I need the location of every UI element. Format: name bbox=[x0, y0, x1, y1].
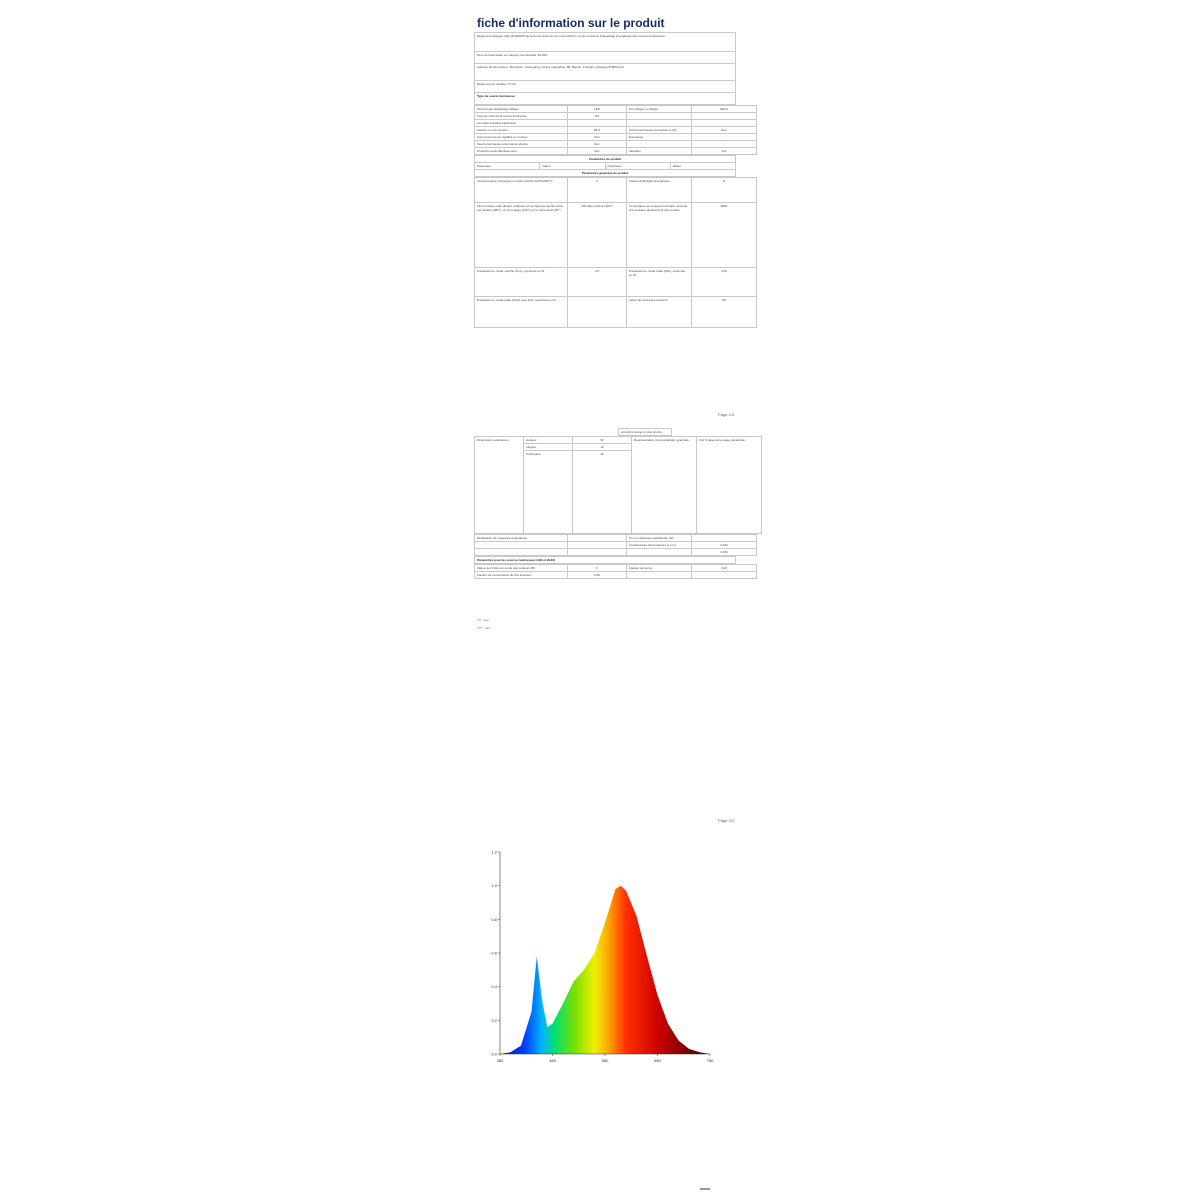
table-cell bbox=[568, 542, 627, 549]
table-row bbox=[475, 120, 757, 127]
table-cell: Type de source lumineuse: bbox=[475, 93, 736, 105]
product-info-sheet bbox=[474, 14, 736, 328]
table-row bbox=[475, 542, 757, 549]
y-tick-label: 0.6 bbox=[491, 950, 497, 956]
continuation-table bbox=[474, 428, 736, 436]
footnote: (**) : non bbox=[478, 626, 490, 630]
spectral-distribution-chart bbox=[480, 840, 720, 1080]
table-row bbox=[475, 64, 736, 81]
x-tick-label: 580 bbox=[601, 1058, 609, 1063]
table-cell: - bbox=[568, 297, 627, 328]
table-cell: Source lumineuse connectée (CLS) bbox=[627, 127, 692, 134]
table-row bbox=[475, 297, 757, 328]
table-cell: Consommation d'énergie en mode marche (kWh/1000 h) bbox=[475, 178, 568, 203]
table-cell: Hauteur bbox=[524, 437, 573, 444]
table-cell: G bbox=[692, 178, 757, 203]
params-header-cell: Valeur bbox=[670, 163, 735, 170]
table-row bbox=[475, 81, 736, 93]
table-cell: 0,330 bbox=[692, 549, 757, 556]
table-cell: Dimensions extérieures bbox=[475, 437, 524, 534]
table-cell bbox=[627, 120, 692, 127]
table-cell: Enveloppe bbox=[627, 134, 692, 141]
table-cell bbox=[692, 141, 757, 148]
general-params-table bbox=[474, 177, 757, 328]
table-cell: Oui bbox=[692, 148, 757, 155]
table-row bbox=[475, 106, 757, 113]
y-tick-label: 1.2 bbox=[491, 849, 497, 855]
table-cell: Valeur de l'indice de rendu des couleurs R9 bbox=[475, 565, 568, 572]
table-cell: 4 bbox=[568, 178, 627, 203]
table-cell: Puissance en mode marche (Pon), exprimée en W bbox=[475, 268, 568, 297]
y-tick-label: 0.8 bbox=[491, 916, 497, 922]
table-cell: (ou autre interface électrique) bbox=[475, 120, 568, 127]
table-cell: 0,90 bbox=[568, 572, 627, 579]
table-cell: arrondi à l'entier le plus proche bbox=[619, 429, 672, 436]
spectrum-area bbox=[500, 886, 710, 1054]
table-cell: Flux lumineux utile (Φuse), indiquant s'il se rapporte au flux dans une sphère (360°), un cône large (120°) ou un cône étroit (90°) bbox=[475, 203, 568, 268]
table-row bbox=[475, 33, 736, 52]
table-cell: LED bbox=[568, 106, 627, 113]
table-row bbox=[474, 429, 736, 436]
footnote: (*) : non bbox=[478, 618, 489, 622]
table-cell: - bbox=[568, 535, 627, 542]
table-cell: Puissance en mode veille (Psb), exprimée en W bbox=[627, 268, 692, 297]
table-cell: 16 bbox=[573, 451, 632, 534]
table-cell: Nom du fournisseur ou marque commerciale: ELTRA bbox=[475, 52, 736, 64]
table-row bbox=[475, 93, 736, 105]
table-cell: Coordonnées chromatiques (x et y) bbox=[627, 542, 692, 549]
led-heading: Paramètres pour les sources lumineuses LED et OLED bbox=[475, 557, 736, 564]
table-cell bbox=[475, 542, 568, 549]
table-row bbox=[475, 156, 736, 163]
intro-table bbox=[474, 32, 736, 105]
table-cell bbox=[627, 113, 692, 120]
params-header-cell: Valeur bbox=[540, 163, 605, 170]
table-cell: Technologie d'éclairage utilisée bbox=[475, 106, 568, 113]
table-cell: Facteur de survie bbox=[627, 565, 692, 572]
table-cell: 400 dans sphère (360°) bbox=[568, 203, 627, 268]
table-cell: 60 bbox=[573, 437, 632, 444]
led-values-table bbox=[474, 564, 757, 579]
table-row bbox=[475, 163, 736, 170]
y-tick-label: 0.4 bbox=[491, 984, 497, 990]
table-cell: Voir l'image de la page précédente bbox=[697, 437, 762, 534]
table-cell: Indice de rendu des couleurs bbox=[627, 297, 692, 328]
x-tick-label: 480 bbox=[549, 1058, 556, 1063]
general-heading: Paramètres généraux du produit bbox=[475, 170, 736, 177]
table-row bbox=[475, 549, 757, 556]
table-row bbox=[475, 535, 757, 542]
table-row bbox=[475, 113, 757, 120]
table-cell: 0,320 bbox=[692, 542, 757, 549]
params-heading: Paramètres du produit bbox=[475, 156, 736, 163]
page-title: fiche d'information sur le produit bbox=[477, 16, 665, 30]
table-cell: 3,5 bbox=[568, 268, 627, 297]
table-cell: Facteur de conservation du flux lumineux bbox=[475, 572, 568, 579]
table-cell: Non bbox=[568, 141, 627, 148]
table-cell: Largeur bbox=[524, 444, 573, 451]
product-info-sheet-page2 bbox=[474, 428, 746, 579]
table-cell: Si oui, puissance équivalente (W) bbox=[627, 535, 692, 542]
led-params-table bbox=[474, 556, 736, 564]
footer-mark bbox=[700, 1188, 710, 1190]
table-row bbox=[475, 268, 757, 297]
table-cell: Variateur bbox=[627, 148, 692, 155]
table-cell: Non bbox=[568, 134, 627, 141]
equivalence-table bbox=[474, 534, 757, 556]
params-header-cell: Paramètre bbox=[475, 163, 540, 170]
table-row bbox=[475, 203, 757, 268]
table-cell: Déclaration de puissance équivalente bbox=[475, 535, 568, 542]
params-header-cell: Paramètre bbox=[605, 163, 670, 170]
table-cell: MLS bbox=[568, 127, 627, 134]
table-cell bbox=[627, 572, 692, 579]
x-tick-label: 380 bbox=[496, 1058, 504, 1063]
table-cell: Règlement délégué (UE) 2019/2015 de la Commission du 11 mars 2019 en ce qui concerne l'étiquetage énergétique des sources lumineuses bbox=[475, 33, 736, 52]
y-tick-label: 0.2 bbox=[491, 1017, 497, 1023]
table-cell: Puissance en mode veille (Pnet) pour CLS, exprimée en W bbox=[475, 297, 568, 328]
table-row bbox=[475, 557, 736, 564]
table-row bbox=[475, 437, 762, 444]
table-row bbox=[475, 148, 757, 155]
table-cell: NDLS bbox=[692, 106, 757, 113]
table-cell: Classe d'efficacité énergétique bbox=[627, 178, 692, 203]
footnotes bbox=[478, 616, 490, 632]
table-row bbox=[475, 170, 736, 177]
table-cell bbox=[568, 120, 627, 127]
table-row bbox=[475, 572, 757, 579]
x-tick-label: 680 bbox=[654, 1058, 661, 1063]
y-tick-label: 0.0 bbox=[491, 1051, 497, 1057]
table-row bbox=[475, 141, 757, 148]
table-row bbox=[475, 565, 757, 572]
dimensions-table bbox=[474, 436, 762, 534]
table-cell: G9 bbox=[568, 113, 627, 120]
table-cell bbox=[627, 549, 692, 556]
table-cell: - bbox=[692, 535, 757, 542]
table-cell bbox=[475, 549, 568, 556]
x-tick-label: 780 bbox=[706, 1058, 714, 1063]
table-row bbox=[475, 178, 757, 203]
table-cell: Source lumineuse à luminance élevée bbox=[475, 141, 568, 148]
page-number: Page 2/3 bbox=[718, 818, 735, 823]
table-row bbox=[475, 134, 757, 141]
table-cell: Source lumineuse réglable en couleur bbox=[475, 134, 568, 141]
table-cell bbox=[692, 113, 757, 120]
table-cell: 16 bbox=[573, 444, 632, 451]
table-cell: Non bbox=[692, 127, 757, 134]
table-cell: 6500 bbox=[692, 203, 757, 268]
table-cell: 0,90 bbox=[692, 565, 757, 572]
table-cell: Protection anti-éblouissement bbox=[475, 148, 568, 155]
table-row bbox=[475, 127, 757, 134]
table-cell: Adresse du fournisseur: Shenzhen, Guangdong, China, Hangzhou, 88, Bao'an, Pumpkin, Zhejiang 518000 CN bbox=[475, 64, 736, 81]
params-table bbox=[474, 155, 736, 177]
table-cell: Secteur ou non secteur bbox=[475, 127, 568, 134]
table-cell: 0 bbox=[568, 565, 627, 572]
y-tick-label: 1.0 bbox=[491, 883, 497, 889]
table-cell: Non bbox=[568, 148, 627, 155]
table-cell: Température de couleur proximale, arrondie à la centaine de kelvins la plus proche bbox=[627, 203, 692, 268]
table-cell: Référence du modèle: LT-G9 bbox=[475, 81, 736, 93]
table-cell: Profondeur bbox=[524, 451, 573, 534]
table-cell: - bbox=[692, 134, 757, 141]
page-number: Page 1/3 bbox=[718, 412, 735, 417]
table-cell: Représentation de la répartition spectrale bbox=[632, 437, 697, 534]
table-cell: Non dirigée ou dirigée bbox=[627, 106, 692, 113]
table-row bbox=[475, 52, 736, 64]
light-source-table bbox=[474, 105, 757, 155]
table-cell bbox=[568, 549, 627, 556]
table-cell: Type de culot de la source lumineuse bbox=[475, 113, 568, 120]
table-cell bbox=[692, 572, 757, 579]
table-cell bbox=[627, 141, 692, 148]
table-cell bbox=[692, 120, 757, 127]
table-cell: 80 bbox=[692, 297, 757, 328]
table-cell: 0,00 bbox=[692, 268, 757, 297]
